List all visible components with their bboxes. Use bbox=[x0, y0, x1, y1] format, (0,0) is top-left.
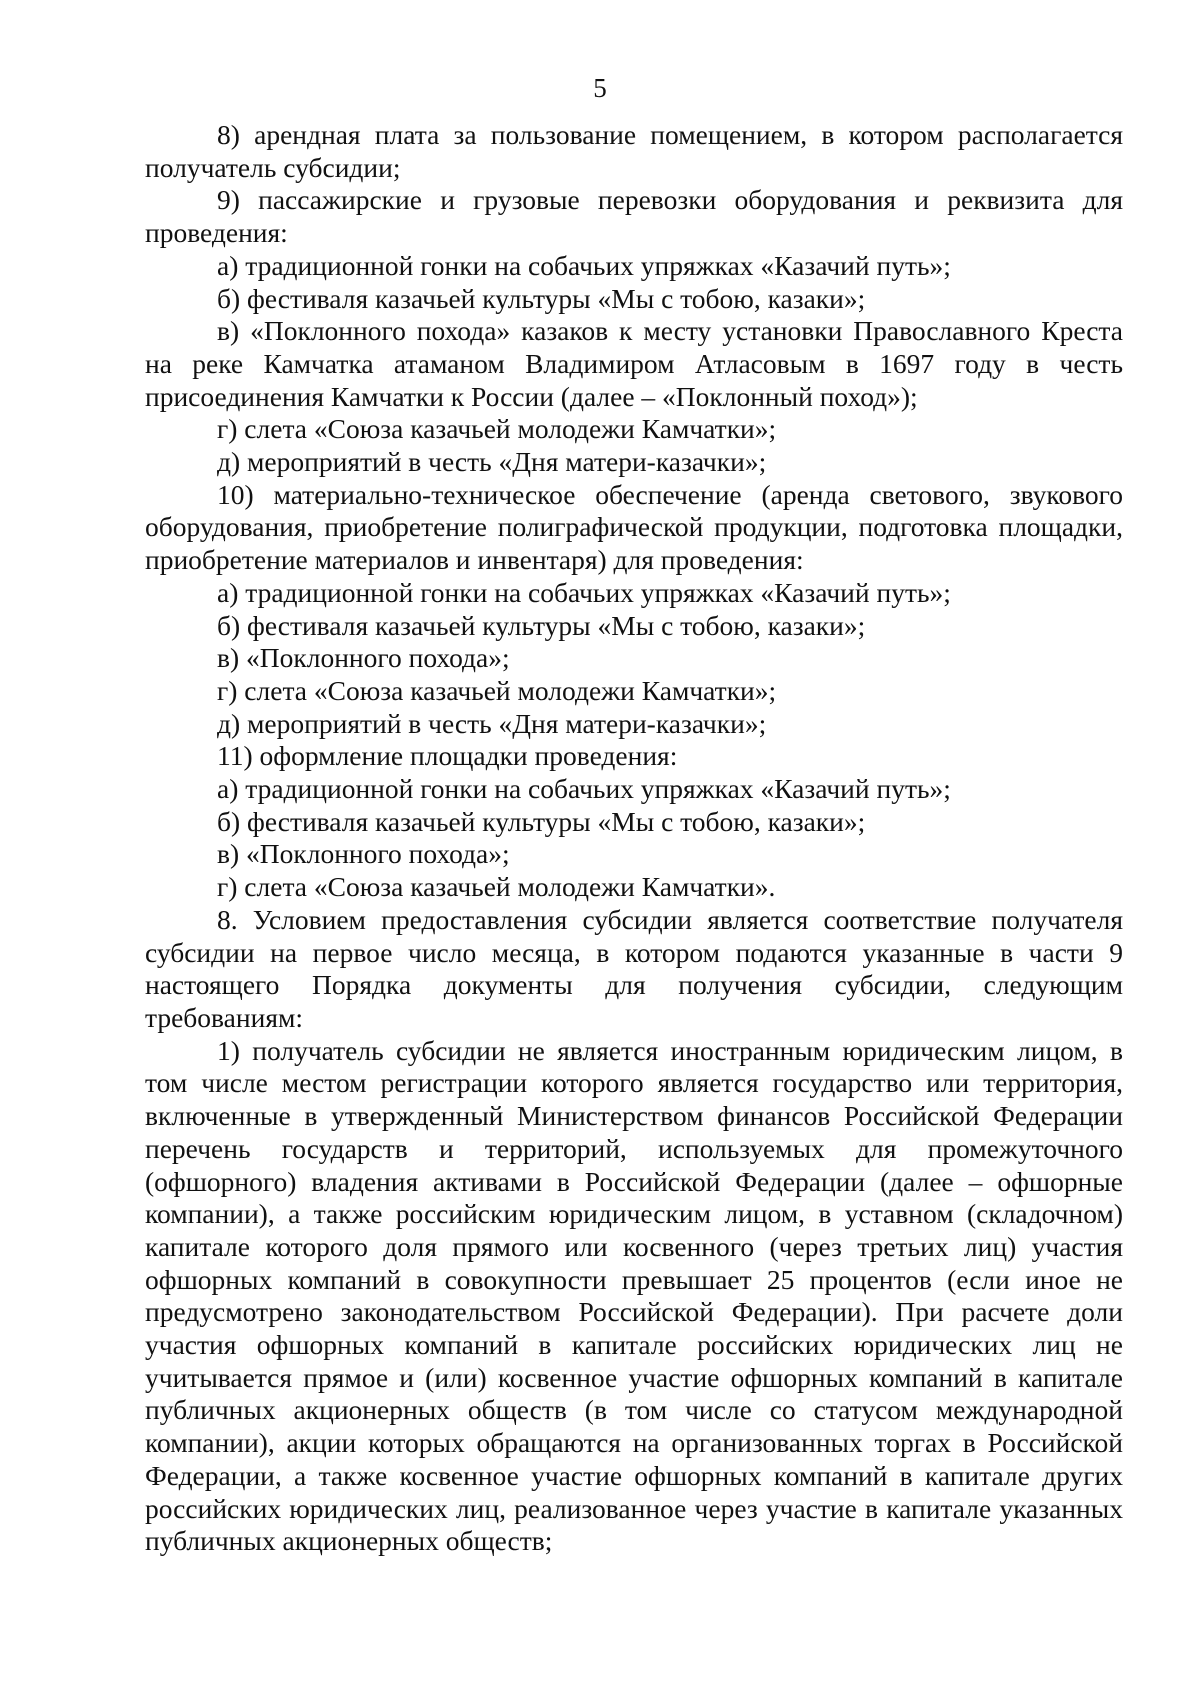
subitem-9g: г) слета «Союза казачьей молодежи Камчатки»; bbox=[217, 413, 777, 445]
subitem-9b: б) фестиваля казачьей культуры «Мы с тобою, казаки»; bbox=[217, 282, 866, 314]
paragraph-item-10: 10) материально-техническое обеспечение (аренда светового, звукового оборудования, приобретение полиграфической продукции, подготовка площадки, приобретение материалов и инвентаря) для проведения: bbox=[145, 478, 1123, 576]
subitem-9a: а) традиционной гонки на собачьих упряжках «Казачий путь»; bbox=[217, 249, 951, 281]
paragraph-item-11: 11) оформление площадки проведения: bbox=[217, 740, 678, 772]
subitem-10d: д) мероприятий в честь «Дня матери-казачки»; bbox=[217, 707, 767, 739]
page-number: 5 bbox=[593, 73, 607, 103]
paragraph-requirement-1: 1) получатель субсидии не является иностранным юридическим лицом, в том числе местом регистрации которого является государство или территория, включенные в утвержденный Министерством финансов Российской Федерации перечень государств и территорий, используемых для промежуточного (офшорного) владения активами в Российской Федерации (далее – офшорные компании), а также российским юридическим лицом, в уставном (складочном) капитале которого доля прямого или косвенного (через третьих лиц) участия офшорных компаний в совокупности превышает 25 процентов (если иное не предусмотрено законодательством Российской Федерации). При расчете доли участия офшорных компаний в капитале российских юридических лиц не учитывается прямое и (или) косвенное участие офшорных компаний в капитале публичных акционерных обществ (в том числе со статусом международной компании), акции которых обращаются на организованных торгах в Российской Федерации, а также косвенное участие офшорных компаний в капитале других российских юридических лиц, реализованное через участие в капитале указанных публичных акционерных обществ; bbox=[145, 1034, 1123, 1557]
paragraph-section-8: 8. Условием предоставления субсидии является соответствие получателя субсидии на первое число месяца, в котором подаются указанные в части 9 настоящего Порядка документы для получения субсидии, следующим требованиям: bbox=[145, 903, 1123, 1033]
subitem-9v: в) «Поклонного похода» казаков к месту установки Православного Креста на реке Камчатка атаманом Владимиром Атласовым в 1697 году в честь присоединения Камчатки к России (далее – «Поклонный поход»); bbox=[145, 315, 1123, 412]
subitem-11a: а) традиционной гонки на собачьих упряжках «Казачий путь»; bbox=[217, 773, 951, 805]
subitem-11g: г) слета «Союза казачьей молодежи Камчатки». bbox=[217, 871, 776, 903]
document-body bbox=[145, 119, 1123, 1558]
subitem-10v: в) «Поклонного похода»; bbox=[217, 642, 510, 674]
paragraph-item-8: 8) арендная плата за пользование помещением, в котором располагается получатель субсидии; bbox=[145, 119, 1123, 183]
subitem-9d: д) мероприятий в честь «Дня матери-казачки»; bbox=[217, 446, 767, 478]
subitem-10g: г) слета «Союза казачьей молодежи Камчатки»; bbox=[217, 674, 777, 706]
subitem-11b: б) фестиваля казачьей культуры «Мы с тобою, казаки»; bbox=[217, 805, 866, 837]
subitem-11v: в) «Поклонного похода»; bbox=[217, 838, 510, 870]
subitem-10b: б) фестиваля казачьей культуры «Мы с тобою, казаки»; bbox=[217, 609, 866, 641]
subitem-10a: а) традиционной гонки на собачьих упряжках «Казачий путь»; bbox=[217, 576, 951, 608]
paragraph-item-9: 9) пассажирские и грузовые перевозки оборудования и реквизита для проведения: bbox=[145, 184, 1123, 249]
